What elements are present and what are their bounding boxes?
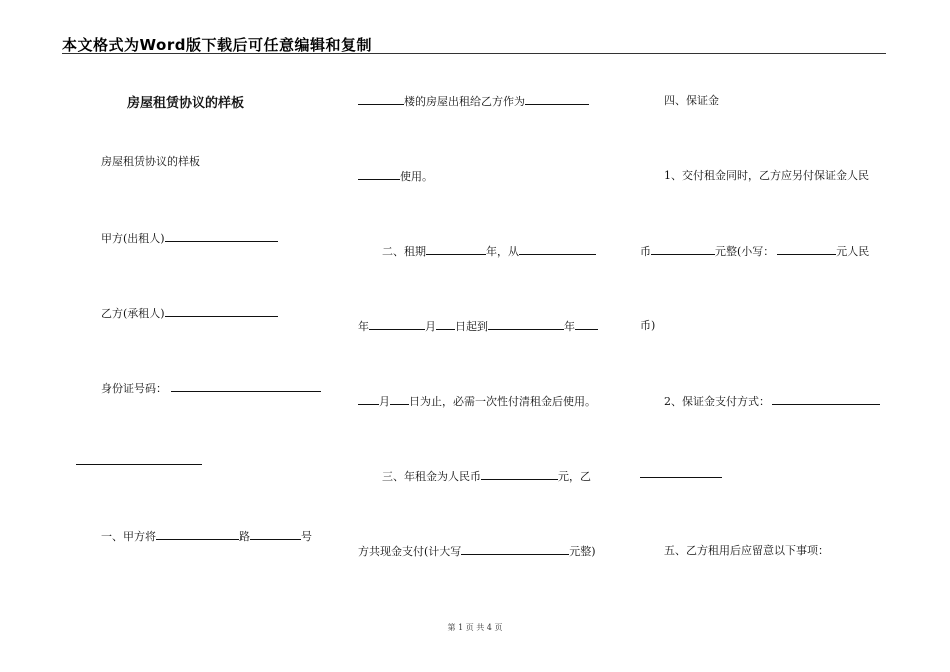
end-month-blank-2[interactable] [358, 394, 379, 405]
clause1-a: 一、甲方将 [101, 530, 156, 543]
col2-line2 [358, 169, 433, 184]
page-footer: 第 1 页 共 4 页 [447, 623, 503, 632]
subtitle: 房屋租赁协议的样板 [101, 155, 200, 168]
deposit-capital-blank[interactable] [651, 244, 715, 255]
purpose-blank[interactable] [525, 94, 589, 105]
rent-line [382, 469, 591, 484]
deposit-small-blank[interactable] [777, 244, 836, 255]
start-month-blank[interactable] [436, 319, 455, 330]
doc-banner: 本文格式为Word版下载后可任意编辑和复制 [62, 36, 372, 54]
party-b-blank[interactable] [165, 306, 278, 317]
rent-a: 三、年租金为人民币 [382, 470, 481, 483]
deposit-heading: 四、保证金 [664, 94, 719, 107]
col2-line1 [358, 94, 589, 109]
lease-years-blank[interactable] [426, 244, 486, 255]
line4-c: 日起到 [455, 320, 488, 333]
lease-from-blank[interactable] [519, 244, 596, 255]
rent-amount-blank[interactable] [481, 469, 558, 480]
header-rule [62, 53, 886, 54]
pay-b: 元整) [569, 545, 596, 558]
end-year-blank[interactable] [488, 319, 564, 330]
party-a-line [101, 231, 278, 246]
clause1-c: 号 [301, 530, 312, 543]
line5-b: 日为止，必需一次性付清租金后使用。 [409, 395, 596, 408]
separator-line [76, 464, 202, 465]
payment-line [358, 544, 596, 559]
col2-line1-text: 楼的房屋出租给乙方作为 [404, 95, 525, 108]
id-line [101, 381, 321, 396]
party-a-blank[interactable] [165, 231, 278, 242]
end-month-blank[interactable] [575, 319, 598, 330]
pay-capital-blank[interactable] [461, 544, 569, 555]
lease-b: 年，从 [486, 245, 519, 258]
col2-line2-text: 使用。 [400, 170, 433, 183]
building-blank[interactable] [358, 94, 404, 105]
pay-a: 方共现金支付(计大写 [358, 545, 462, 558]
party-b-label: 乙方(承租人) [101, 307, 165, 320]
deposit-line2 [640, 244, 869, 259]
party-a-label: 甲方(出租人) [101, 232, 165, 245]
deposit-method-blank[interactable] [772, 394, 880, 405]
id-label: 身份证号码： [101, 382, 167, 395]
line4-a: 年 [358, 320, 369, 333]
lease-term-line [382, 244, 596, 259]
id-blank[interactable] [171, 381, 321, 392]
party-b-line [101, 306, 278, 321]
line4-d: 年 [564, 320, 575, 333]
deposit-method-line [664, 394, 880, 409]
doc-title: 房屋租赁协议的样板 [127, 96, 245, 111]
dep2-b: 元整(小写： [715, 245, 775, 258]
notice-heading: 五、乙方租用后应留意以下事项： [664, 544, 829, 557]
clause1-b: 路 [239, 530, 250, 543]
col2-line4 [358, 319, 598, 334]
dep2-c: 元人民 [836, 245, 870, 258]
clause1-blank-1[interactable] [156, 529, 239, 540]
deposit-line1: 1、交付租金同时，乙方应另付保证金人民 [664, 169, 869, 182]
end-day-blank[interactable] [390, 394, 409, 405]
rent-b: 元，乙 [558, 470, 591, 483]
line4-b: 月 [425, 320, 436, 333]
lease-a: 二、租期 [382, 245, 426, 258]
line5-a: 月 [379, 395, 390, 408]
dep-method-label: 2、保证金支付方式： [664, 395, 770, 408]
deposit-method-blank-2[interactable] [640, 477, 722, 478]
start-year-blank[interactable] [369, 319, 425, 330]
col2-line5 [358, 394, 596, 409]
clause1-line [101, 529, 312, 544]
deposit-line3: 币) [640, 319, 656, 332]
dep2-a: 币 [640, 245, 651, 258]
use-blank[interactable] [358, 169, 400, 180]
clause1-blank-2[interactable] [250, 529, 301, 540]
